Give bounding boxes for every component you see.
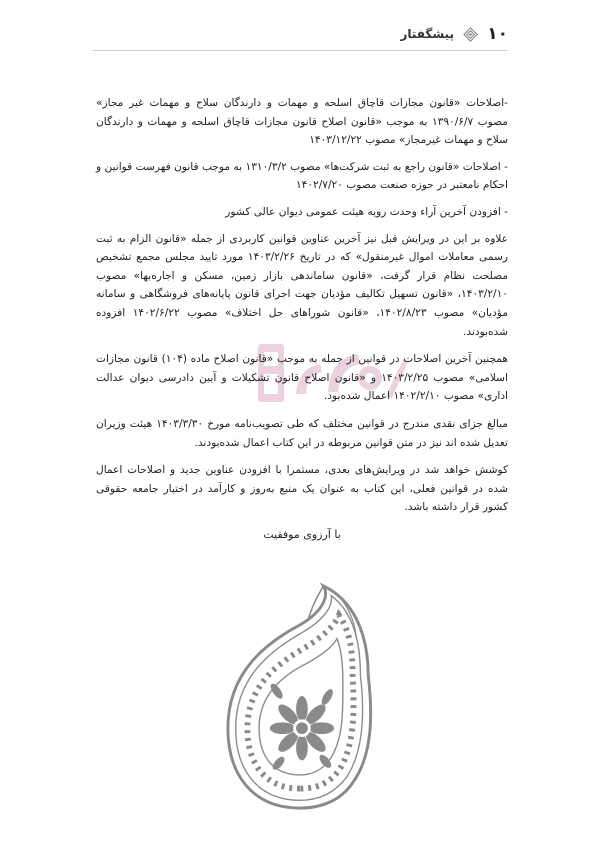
paragraph: همچنین آخرین اصلاحات در قوانین از جمله به موجب «قانون اصلاح ماده (۱۰۴) قانون مجازات اسلامی» مصوب ۱۴۰۳/۲/۲۵ و «قانون اصلاح قانون تشکیلات و آیین دادرسی دیوان عدالت اداری» مصوب ۱۴۰۲/۲/۱۰ اعمال شده‌بود. [96, 353, 509, 403]
list-item: -اصلاحات «قانون مجازات قاچاق اسلحه و مهمات و دارندگان سلاح و مهمات غیر مجاز» مصوب ۱۳۹۰/۶/۷ به موجب «قانون اصلاح قانون مجازات قاچاق اسلحه و مهمات و دارندگان سلاح و مهمات غیرمجاز» مصوب ۱۴۰۳/۱۲/۲۲ [96, 97, 508, 147]
list-item: - اصلاحات «قانون راجع به ثبت شرکت‌ها» مصوب ۱۳۱۰/۳/۲ به موجب قانون فهرست قوانین و احکام نامعتبر در حوزه صنعت مصوب ۱۴۰۲/۷/۲۰ [96, 160, 508, 192]
paragraph: کوشش خواهد شد در ویرایش‌های بعدی، مستمرا با افزودن عناوین جدید و اصلاحات اعمال شده در قوانین فعلی، این کتاب به عنوان یک منبع به‌روز و کارآمد در اختیار جامعه حقوقی کشور قرار داشته باشد. [96, 464, 508, 514]
header-divider [92, 50, 508, 51]
page-number: ۱۰ [487, 24, 508, 44]
preface-content [96, 94, 508, 555]
paisley-ornament-icon [222, 582, 378, 812]
closing-line: با آرزوی موفقیت [263, 527, 341, 541]
list-item: - افزودن آخرین آراء وحدت رویه هیئت عمومی دیوان عالی کشور [225, 205, 508, 218]
diamond-ornament-icon [463, 27, 478, 42]
page-header [92, 24, 508, 50]
paragraph: علاوه بر این در ویرایش قبل نیز آخرین عناوین قوانین کاربردی از جمله «قانون الزام به ثبت رسمی معاملات اموال غیرمنقول» که در تاریخ ۱۴۰۳/۲/۲۶ مورد تایید مجلس مجمع تشخیص مصلحت نظام قرار گرفت، «قانون ساماندهی بازار زمین، مسکن و اجاره‌بها» مصوب ۱۴۰۳/۲/۱۰، «قانون تسهیل تکالیف مؤدیان جهت اجرای قانون پایانه‌های فروشگاهی و سامانه مؤدیان» مصوب ۱۴۰۲/۸/۲۳، «قانون شوراهای حل اختلاف» مصوب ۱۴۰۲/۶/۲۲ افزوده شده‌بودند. [96, 232, 508, 338]
section-title: پیشگفتار [400, 27, 454, 41]
paragraph: مبالغ جزای نقدی مندرج در قوانین مختلف که طی تصویب‌نامه مورخ ۱۴۰۳/۳/۳۰ هیئت وزیران تعدیل شده اند نیز در متن قوانین مربوطه در این کتاب اعمال شده‌بودند. [96, 417, 508, 449]
